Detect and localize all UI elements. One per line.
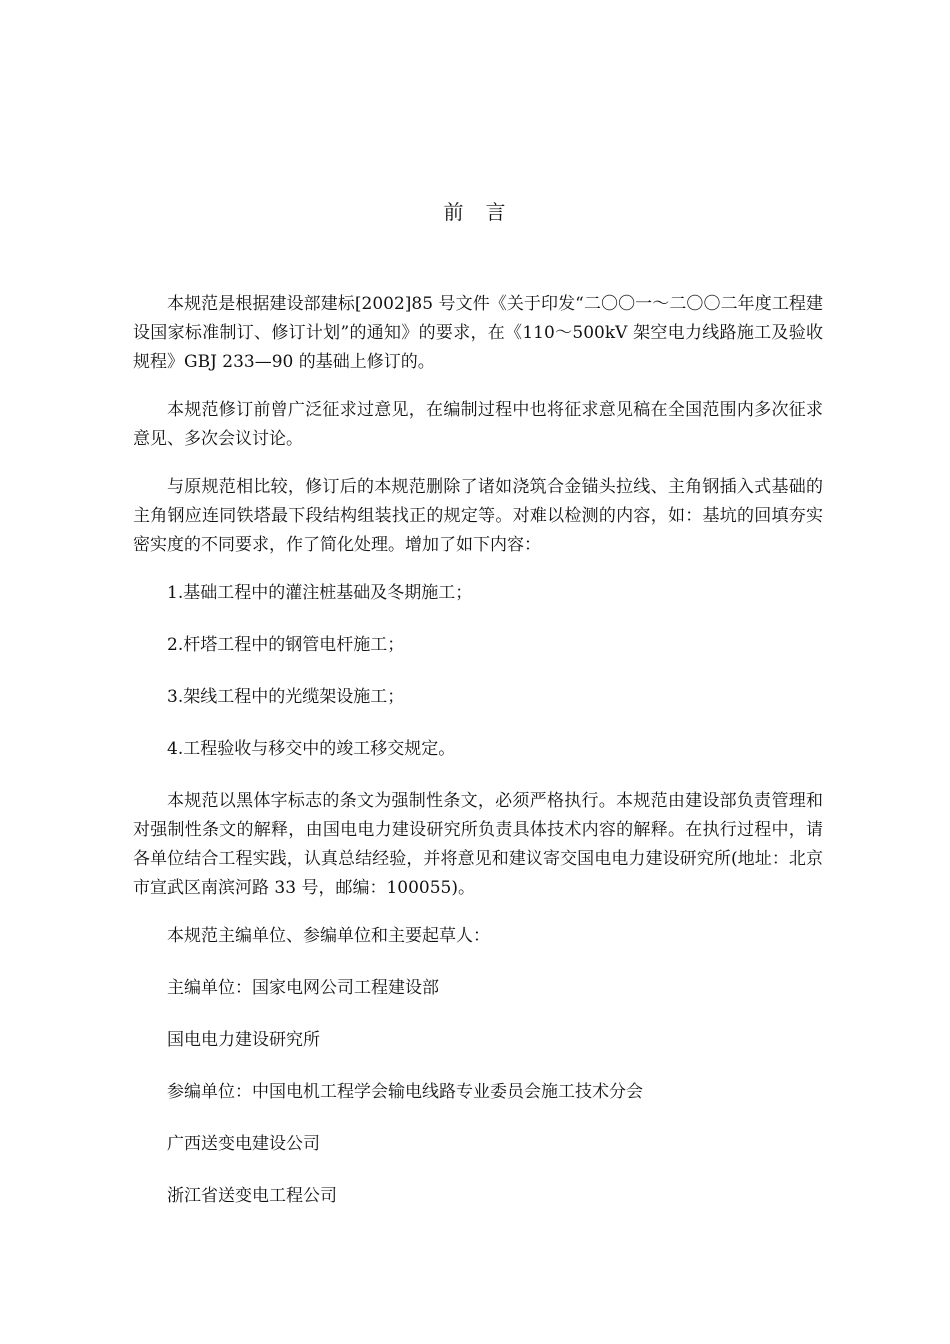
paragraph-enforcement: 本规范以黑体字标志的条文为强制性条文，必须严格执行。本规范由建设部负责管理和对强制性条文的解释，由国电电力建设研究所负责具体技术内容的解释。在执行过程中，请各单位结合工程实践，认真总结经验，并将意见和建议寄交国电电力建设研究所(地址：北京市宣武区南滨河路 33 号，邮编：100055)。 bbox=[133, 791, 823, 898]
unit-line: 参编单位：中国电机工程学会输电线路专业委员会施工技术分会 bbox=[167, 1082, 643, 1102]
document-body bbox=[133, 290, 823, 1234]
units-intro: 本规范主编单位、参编单位和主要起草人： bbox=[167, 926, 490, 946]
unit-line: 广西送变电建设公司 bbox=[167, 1134, 320, 1154]
list-item: 4.工程验收与移交中的竣工移交规定。 bbox=[167, 739, 456, 759]
list-item: 1.基础工程中的灌注桩基础及冬期施工； bbox=[167, 583, 473, 603]
list-item: 3.架线工程中的光缆架设施工； bbox=[167, 687, 405, 707]
unit-line: 国电电力建设研究所 bbox=[167, 1030, 320, 1050]
unit-line: 主编单位：国家电网公司工程建设部 bbox=[167, 978, 439, 998]
paragraph-basis: 本规范是根据建设部建标[2002]85 号文件《关于印发“二〇〇一～二〇〇二年度工程建设国家标准制订、修订计划”的通知》的要求，在《110～500kV 架空电力线路施工及验收规程》GBJ 233—90 的基础上修订的。 bbox=[133, 294, 823, 372]
page-title: 前 言 bbox=[443, 200, 507, 224]
paragraph-consultation: 本规范修订前曾广泛征求过意见，在编制过程中也将征求意见稿在全国范围内多次征求意见、多次会议讨论。 bbox=[133, 400, 823, 449]
list-item: 2.杆塔工程中的钢管电杆施工； bbox=[167, 635, 405, 655]
paragraph-changes: 与原规范相比较，修订后的本规范删除了诸如浇筑合金锚头拉线、主角钢插入式基础的主角钢应连同铁塔最下段结构组装找正的规定等。对难以检测的内容，如：基坑的回填夯实密实度的不同要求，作了简化处理。增加了如下内容： bbox=[133, 477, 823, 555]
unit-line: 浙江省送变电工程公司 bbox=[167, 1186, 337, 1206]
